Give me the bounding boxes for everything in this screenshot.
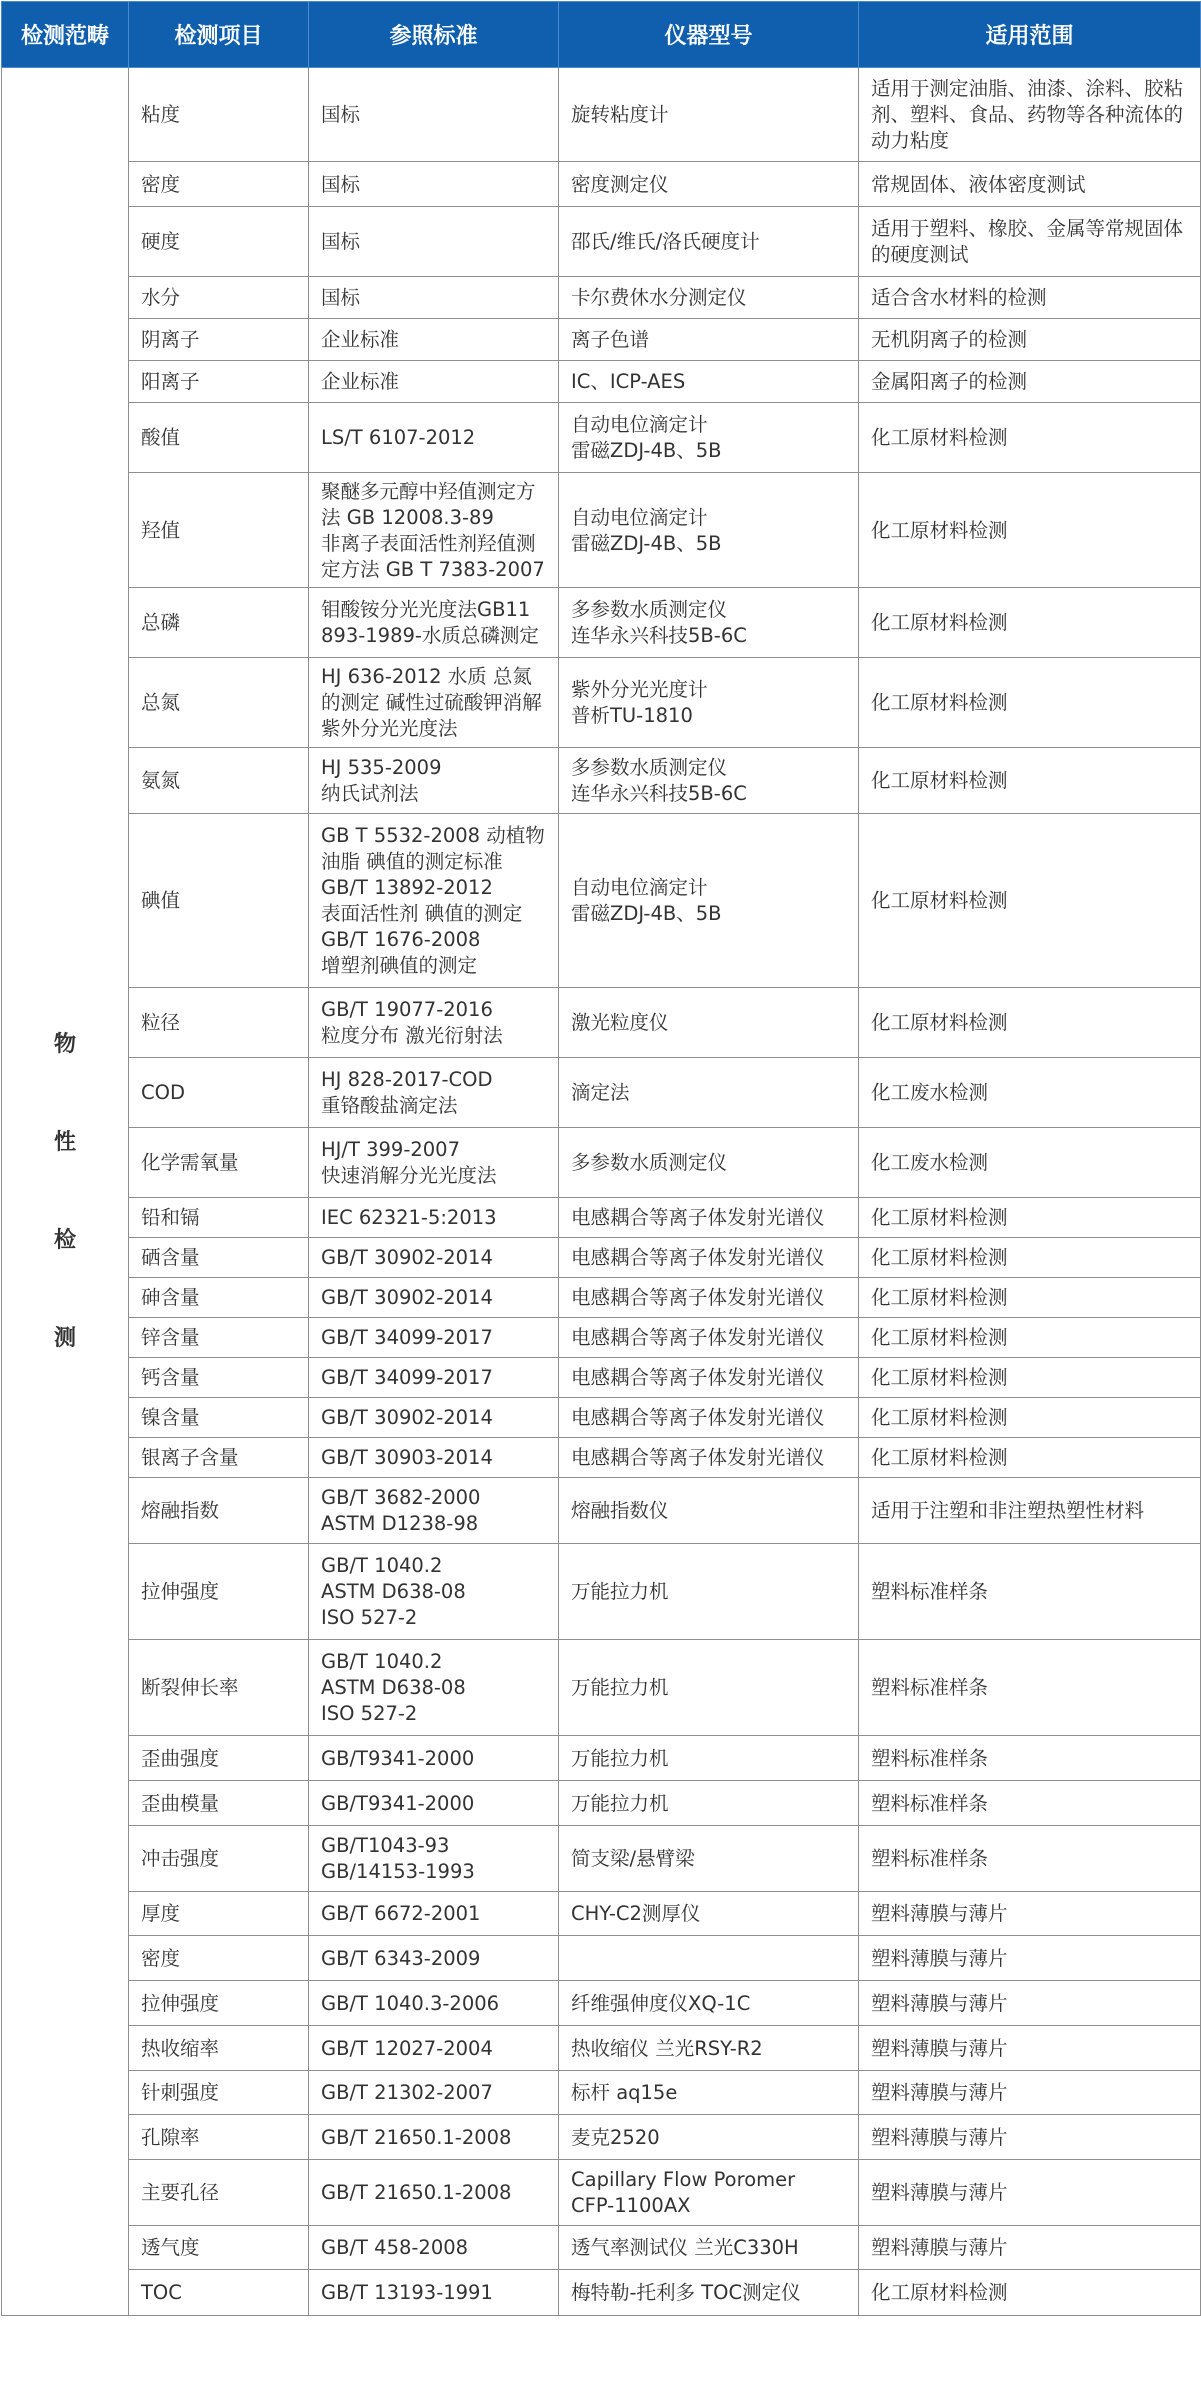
cell-item: 熔融指数 [129,1478,309,1544]
cell-item: 阳离子 [129,361,309,403]
cell-instrument: 激光粒度仪 [559,988,859,1058]
cell-instrument: CHY-C2测厚仪 [559,1892,859,1936]
cell-standard: GB/T 6672-2001 [309,1892,559,1936]
cell-item: 断裂伸长率 [129,1640,309,1736]
cell-item: 透气度 [129,2226,309,2270]
cell-instrument: 自动电位滴定计 雷磁ZDJ-4B、5B [559,403,859,473]
cell-instrument: 万能拉力机 [559,1544,859,1640]
cell-range: 塑料薄膜与薄片 [859,2160,1201,2226]
cell-item: 拉伸强度 [129,1981,309,2026]
cell-item: 镍含量 [129,1398,309,1438]
table-row [2,1892,1201,1936]
cell-standard: GB/T 6343-2009 [309,1936,559,1981]
cell-item: 银离子含量 [129,1438,309,1478]
cell-instrument: 紫外分光光度计 普析TU-1810 [559,658,859,748]
cell-instrument: 多参数水质测定仪 [559,1128,859,1198]
table-row [2,1936,1201,1981]
cell-range: 化工原材料检测 [859,588,1201,658]
cell-standard: GB/T 3682-2000 ASTM D1238-98 [309,1478,559,1544]
cell-item: 针刺强度 [129,2071,309,2115]
cell-standard: GB/T9341-2000 [309,1781,559,1826]
header-standard: 参照标准 [309,2,559,68]
table-row [2,319,1201,361]
cell-standard: 钼酸铵分光光度法GB11 893-1989-水质总磷测定 [309,588,559,658]
cell-instrument: 旋转粘度计 [559,68,859,162]
table-row [2,2071,1201,2115]
cell-instrument: 自动电位滴定计 雷磁ZDJ-4B、5B [559,473,859,588]
cell-instrument: 卡尔费休水分测定仪 [559,277,859,319]
cell-range: 化工原材料检测 [859,1318,1201,1358]
cell-instrument: 万能拉力机 [559,1640,859,1736]
cell-range: 化工原材料检测 [859,2270,1201,2316]
table-row [2,403,1201,473]
cell-standard: 国标 [309,207,559,277]
cell-item: 碘值 [129,814,309,988]
cell-range: 塑料薄膜与薄片 [859,2115,1201,2160]
cell-item: 水分 [129,277,309,319]
cell-item: TOC [129,2270,309,2316]
cell-range: 化工原材料检测 [859,1438,1201,1478]
cell-item: 密度 [129,1936,309,1981]
cell-range: 塑料标准样条 [859,1736,1201,1781]
cell-standard: IEC 62321-5:2013 [309,1198,559,1238]
cell-item: 粒径 [129,988,309,1058]
cell-standard: GB/T 19077-2016 粒度分布 激光衍射法 [309,988,559,1058]
cell-range: 塑料薄膜与薄片 [859,2226,1201,2270]
cell-standard: GB/T 34099-2017 [309,1358,559,1398]
cell-instrument: 自动电位滴定计 雷磁ZDJ-4B、5B [559,814,859,988]
cell-standard: 国标 [309,162,559,207]
cell-range: 化工原材料检测 [859,1278,1201,1318]
table-row [2,1781,1201,1826]
cell-instrument [559,1936,859,1981]
table-row [2,473,1201,588]
cell-range: 化工原材料检测 [859,1198,1201,1238]
cell-range: 化工原材料检测 [859,748,1201,814]
cell-standard: GB/T 34099-2017 [309,1318,559,1358]
cell-instrument: 电感耦合等离子体发射光谱仪 [559,1238,859,1278]
cell-instrument: 万能拉力机 [559,1736,859,1781]
cell-item: 硒含量 [129,1238,309,1278]
cell-range: 适用于注塑和非注塑热塑性材料 [859,1478,1201,1544]
cell-standard: GB/T 1040.2 ASTM D638-08 ISO 527-2 [309,1640,559,1736]
cell-instrument: 熔融指数仪 [559,1478,859,1544]
cell-range: 化工原材料检测 [859,988,1201,1058]
cell-instrument: 麦克2520 [559,2115,859,2160]
cell-instrument: 电感耦合等离子体发射光谱仪 [559,1318,859,1358]
cell-instrument: 梅特勒-托利多 TOC测定仪 [559,2270,859,2316]
cell-standard: GB/T 30902-2014 [309,1398,559,1438]
cell-item: 氨氮 [129,748,309,814]
cell-range: 塑料标准样条 [859,1640,1201,1736]
cell-item: 酸值 [129,403,309,473]
cell-instrument: 电感耦合等离子体发射光谱仪 [559,1398,859,1438]
cell-item: 歪曲模量 [129,1781,309,1826]
cell-standard: GB/T 1040.3-2006 [309,1981,559,2026]
table-body [2,68,1201,2316]
cell-range: 塑料薄膜与薄片 [859,2071,1201,2115]
header-instrument: 仪器型号 [559,2,859,68]
table-row [2,1278,1201,1318]
table-row [2,1058,1201,1128]
cell-standard: GB/T 458-2008 [309,2226,559,2270]
cell-instrument: 万能拉力机 [559,1781,859,1826]
scope-char: 物 [53,1031,76,1057]
header-scope: 检测范畴 [2,2,129,68]
cell-item: 阴离子 [129,319,309,361]
cell-range: 化工原材料检测 [859,814,1201,988]
cell-instrument: 电感耦合等离子体发射光谱仪 [559,1278,859,1318]
cell-range: 适用于塑料、橡胶、金属等常规固体的硬度测试 [859,207,1201,277]
cell-range: 化工原材料检测 [859,1358,1201,1398]
cell-item: 歪曲强度 [129,1736,309,1781]
table-row [2,207,1201,277]
cell-instrument: 邵氏/维氏/洛氏硬度计 [559,207,859,277]
cell-scope [2,68,129,2316]
cell-item: 热收缩率 [129,2026,309,2071]
cell-standard: 国标 [309,277,559,319]
cell-range: 化工原材料检测 [859,658,1201,748]
cell-standard: GB/T 30902-2014 [309,1238,559,1278]
header-range: 适用范围 [859,2,1201,68]
cell-item: 厚度 [129,1892,309,1936]
cell-standard: 聚醚多元醇中羟值测定方法 GB 12008.3-89 非离子表面活性剂羟值测定方法 GB T 7383-2007 [309,473,559,588]
table-row [2,361,1201,403]
cell-range: 塑料标准样条 [859,1781,1201,1826]
table-row [2,2026,1201,2071]
cell-standard: GB/T 1040.2 ASTM D638-08 ISO 527-2 [309,1544,559,1640]
table-row [2,1478,1201,1544]
cell-range: 化工原材料检测 [859,1238,1201,1278]
cell-item: 总氮 [129,658,309,748]
cell-range: 化工原材料检测 [859,473,1201,588]
cell-standard: GB/T 21650.1-2008 [309,2160,559,2226]
cell-standard: HJ 636-2012 水质 总氮的测定 碱性过硫酸钾消解紫外分光光度法 [309,658,559,748]
cell-instrument: 透气率测试仪 兰光C330H [559,2226,859,2270]
cell-item: 主要孔径 [129,2160,309,2226]
table-row [2,1318,1201,1358]
cell-item: 钙含量 [129,1358,309,1398]
cell-standard: GB/T9341-2000 [309,1736,559,1781]
cell-instrument: 简支梁/悬臂梁 [559,1826,859,1892]
cell-instrument: 多参数水质测定仪 连华永兴科技5B-6C [559,748,859,814]
cell-standard: GB/T 30902-2014 [309,1278,559,1318]
cell-instrument: 密度测定仪 [559,162,859,207]
cell-standard: GB/T 21302-2007 [309,2071,559,2115]
cell-item: 粘度 [129,68,309,162]
header-row [2,2,1201,68]
table-row [2,162,1201,207]
cell-instrument: 电感耦合等离子体发射光谱仪 [559,1438,859,1478]
table-row [2,1358,1201,1398]
cell-range: 塑料薄膜与薄片 [859,1892,1201,1936]
table-row [2,814,1201,988]
cell-standard: HJ 828-2017-COD 重铬酸盐滴定法 [309,1058,559,1128]
table-row [2,2226,1201,2270]
cell-instrument: 离子色谱 [559,319,859,361]
table-row [2,68,1201,162]
cell-standard: HJ/T 399-2007 快速消解分光光度法 [309,1128,559,1198]
scope-label [2,1032,128,1352]
cell-range: 无机阴离子的检测 [859,319,1201,361]
testing-spec-table [1,1,1201,2316]
cell-item: 羟值 [129,473,309,588]
table-header [2,2,1201,68]
scope-char: 测 [53,1325,76,1351]
cell-instrument: Capillary Flow Poromer CFP-1100AX [559,2160,859,2226]
cell-range: 适合含水材料的检测 [859,277,1201,319]
cell-range: 塑料薄膜与薄片 [859,1936,1201,1981]
cell-standard: 企业标准 [309,361,559,403]
cell-item: 锌含量 [129,1318,309,1358]
cell-item: 化学需氧量 [129,1128,309,1198]
cell-standard: GB/T 12027-2004 [309,2026,559,2071]
scope-char: 检 [53,1227,76,1253]
cell-standard: GB/T1043-93 GB/14153-1993 [309,1826,559,1892]
table-row [2,1544,1201,1640]
table-row [2,1640,1201,1736]
cell-range: 化工原材料检测 [859,403,1201,473]
cell-standard: HJ 535-2009 纳氏试剂法 [309,748,559,814]
cell-instrument: 电感耦合等离子体发射光谱仪 [559,1358,859,1398]
cell-instrument: 多参数水质测定仪 连华永兴科技5B-6C [559,588,859,658]
table-row [2,748,1201,814]
cell-instrument: 标杆 aq15e [559,2071,859,2115]
cell-instrument: 纤维强伸度仪XQ-1C [559,1981,859,2026]
cell-standard: GB/T 30903-2014 [309,1438,559,1478]
table-row [2,1198,1201,1238]
cell-range: 常规固体、液体密度测试 [859,162,1201,207]
cell-item: 铅和镉 [129,1198,309,1238]
cell-standard: GB T 5532-2008 动植物油脂 碘值的测定标准 GB/T 13892-2012 表面活性剂 碘值的测定 GB/T 1676-2008 增塑剂碘值的测定 [309,814,559,988]
cell-range: 化工废水检测 [859,1058,1201,1128]
cell-item: 孔隙率 [129,2115,309,2160]
cell-range: 化工废水检测 [859,1128,1201,1198]
cell-range: 化工原材料检测 [859,1398,1201,1438]
cell-instrument: 滴定法 [559,1058,859,1128]
table-row [2,2115,1201,2160]
table-row [2,1128,1201,1198]
cell-item: 拉伸强度 [129,1544,309,1640]
cell-range: 塑料标准样条 [859,1544,1201,1640]
cell-instrument: 电感耦合等离子体发射光谱仪 [559,1198,859,1238]
cell-item: COD [129,1058,309,1128]
cell-standard: 国标 [309,68,559,162]
table-row [2,2270,1201,2316]
cell-instrument: IC、ICP-AES [559,361,859,403]
cell-standard: LS/T 6107-2012 [309,403,559,473]
scope-char: 性 [53,1129,76,1155]
table-row [2,658,1201,748]
cell-item: 冲击强度 [129,1826,309,1892]
header-item: 检测项目 [129,2,309,68]
cell-range: 适用于测定油脂、油漆、涂料、胶粘剂、塑料、食品、药物等各种流体的动力粘度 [859,68,1201,162]
cell-item: 砷含量 [129,1278,309,1318]
cell-range: 塑料薄膜与薄片 [859,1981,1201,2026]
table-row [2,2160,1201,2226]
cell-standard: GB/T 13193-1991 [309,2270,559,2316]
cell-item: 硬度 [129,207,309,277]
cell-range: 塑料薄膜与薄片 [859,2026,1201,2071]
table-row [2,1826,1201,1892]
table-row [2,1238,1201,1278]
cell-range: 金属阳离子的检测 [859,361,1201,403]
cell-range: 塑料标准样条 [859,1826,1201,1892]
cell-instrument: 热收缩仪 兰光RSY-R2 [559,2026,859,2071]
cell-item: 密度 [129,162,309,207]
cell-standard: 企业标准 [309,319,559,361]
table-row [2,1398,1201,1438]
table-row [2,988,1201,1058]
table-row [2,1438,1201,1478]
cell-item: 总磷 [129,588,309,658]
table-row [2,1736,1201,1781]
table-row [2,588,1201,658]
cell-standard: GB/T 21650.1-2008 [309,2115,559,2160]
table-row [2,1981,1201,2026]
table-row [2,277,1201,319]
